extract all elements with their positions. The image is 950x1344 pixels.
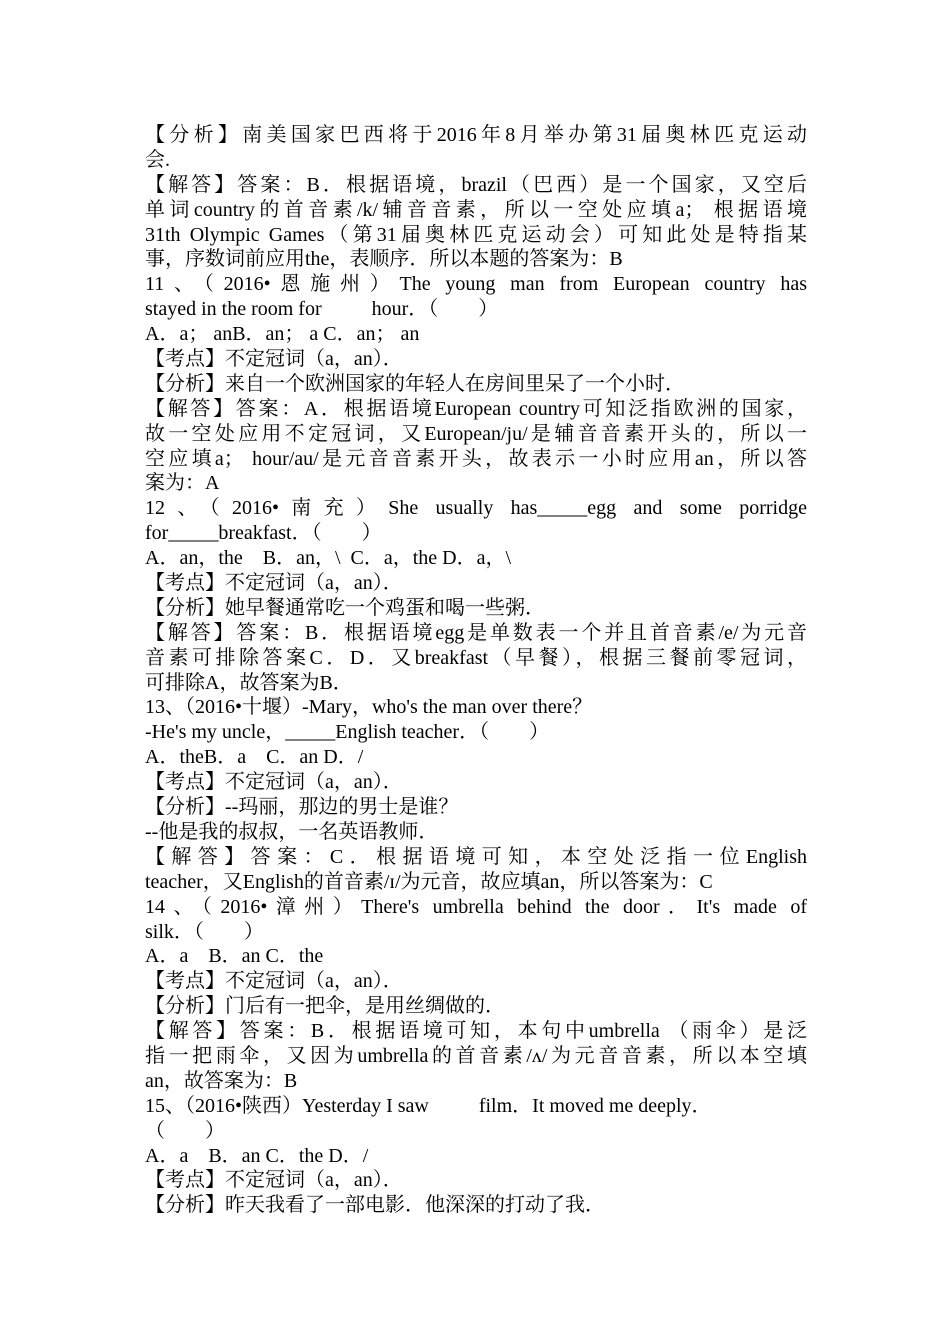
text-line: 指一把雨伞，又因为umbrella的首音素/ʌ/为元音音素，所以本空填 [145,1044,807,1067]
text-line: 【考点】不定冠词（a，an）． [145,348,403,371]
document-page [145,123,807,1218]
answer-options: A．theB．a C．an D．/ [145,746,364,769]
question-13: 13、（2016•十堰）-Mary，who's the man over there？ [145,696,593,719]
text-line: silk．（ ） [145,920,264,943]
text-line: 【分析】她早餐通常吃一个鸡蛋和喝一些粥． [145,596,545,619]
question-14: 14、（2016•漳州）There's umbrella behind the door．It's made of [145,895,807,918]
text-line: an，故答案为：B [145,1069,298,1092]
text-line: -He's my uncle，_____English teacher．（ ） [145,721,550,744]
text-line: 事，序数词前应用the，表顺序．所以本题的答案为：B [145,248,623,271]
text-line: --他是我的叔叔，一名英语教师． [145,820,439,843]
answer-options: A．an，the B．an，\ C．a，the D．a，\ [145,547,512,570]
text-line: 【解答】答案：B．根据语境，brazil（巴西）是一个国家，又空后 [145,173,807,196]
text-line: 【分析】--玛丽，那边的男士是谁？ [145,796,459,819]
text-line: 【考点】不定冠词（a，an）． [145,970,403,993]
answer-options: A．a B．an C．the D．/ [145,1144,369,1167]
text-line: stayed in the room for hour．（ ） [145,298,499,321]
text-line: 【解答】答案：C．根据语境可知，本空处泛指一位English [145,845,807,868]
text-line: 故一空处应用不定冠词，又European/ju/是辅音音素开头的，所以一 [145,422,807,445]
question-15: 15、（2016•陕西）Yesterday I saw film．It moved me deeply． [145,1094,712,1117]
text-line: 【分析】来自一个欧洲国家的年轻人在房间里呆了一个小时． [145,372,685,395]
text-line: 31th Olympic Games（第31届奥林匹克运动会）可知此处是特指某 [145,223,807,246]
text-line: teacher，又English的首音素/ɪ/为元音，故应填an，所以答案为：C [145,870,713,893]
text-line: 案为：A [145,472,220,495]
text-line: 【考点】不定冠词（a，an）． [145,771,403,794]
text-line: 【解答】答案：B．根据语境可知，本句中umbrella （雨伞）是泛 [145,1020,807,1043]
text-line: （ ） [145,1119,225,1142]
answer-options: A．a B．an C．the [145,945,324,968]
text-line: for_____breakfast．（ ） [145,522,382,545]
text-line: 【解答】答案：B．根据语境egg是单数表一个并且首音素/e/为元音 [145,621,807,644]
text-line: 音素可排除答案C．D．又breakfast（早餐），根据三餐前零冠词， [145,646,807,669]
text-line: 会. [145,148,170,171]
text-line: 可排除A，故答案为B． [145,671,353,694]
text-line: 单词country的首音素/k/辅音音素，所以一空处应填a； 根据语境 [145,198,807,221]
text-line: 【分析】门后有一把伞，是用丝绸做的． [145,995,505,1018]
text-line: 【考点】不定冠词（a，an）． [145,1169,403,1192]
text-line: 空应填a； hour/au/是元音音素开头，故表示一小时应用an，所以答 [145,447,807,470]
text-line: 【解答】答案：A．根据语境European country可知泛指欧洲的国家， [145,397,807,420]
text-line: 【分析】昨天我看了一部电影．他深深的打动了我． [145,1194,605,1217]
question-11: 11、（2016•恩施州）The young man from European country has [145,273,807,296]
question-12: 12、（2016•南充）She usually has_____egg and some porridge [145,497,807,520]
answer-options: A．a； anB．an； a C．an； an [145,323,420,346]
text-line: 【分析】南美国家巴西将于2016年8月举办第31届奥林匹克运动 [145,124,807,146]
text-line: 【考点】不定冠词（a，an）． [145,572,403,595]
